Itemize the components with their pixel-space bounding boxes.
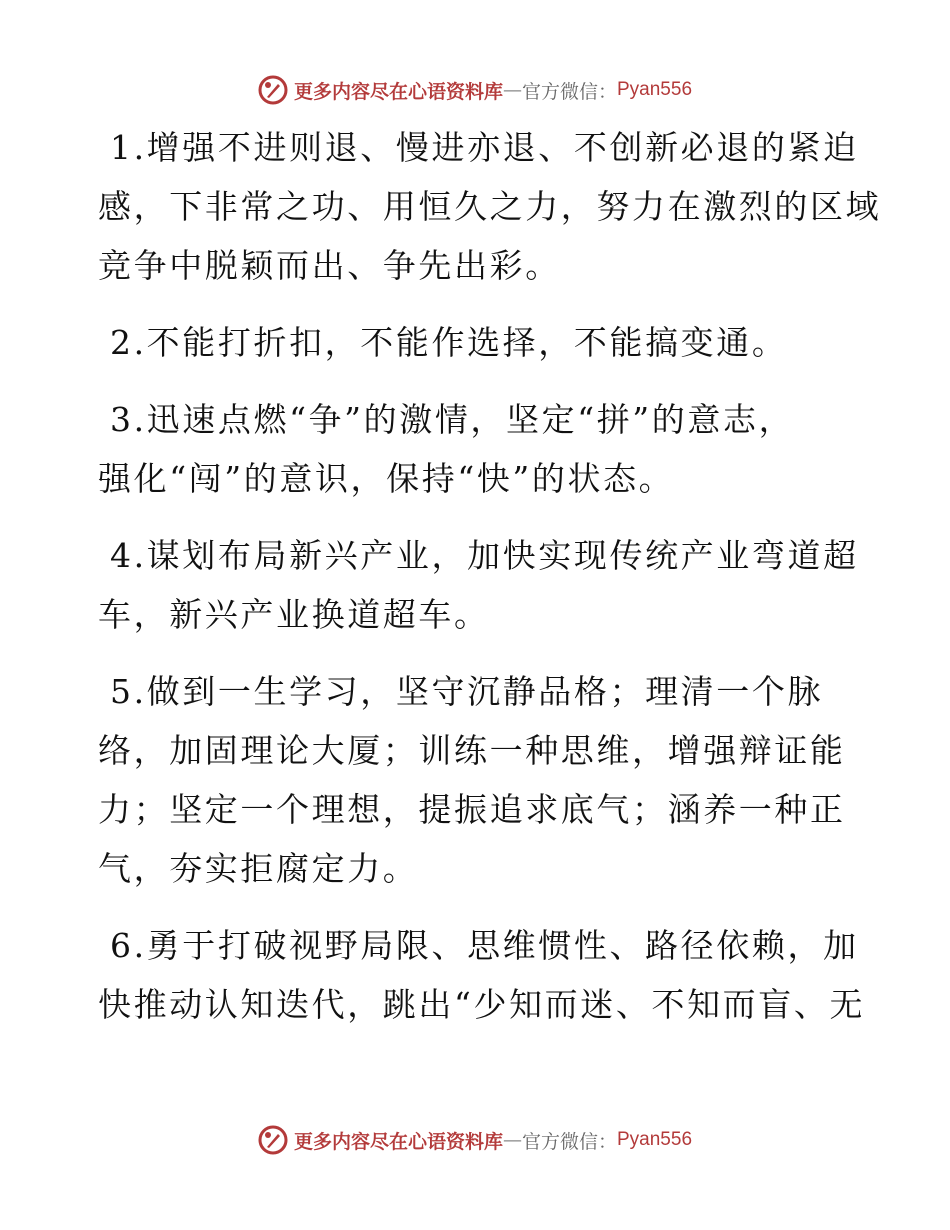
footer-banner [0,1120,950,1160]
paragraph-line: 感，下非常之功、用恒久之力，努力在激烈的区域 [98,187,882,226]
paragraph-line: 车，新兴产业换道超车。 [98,595,490,634]
header-sub-text: 官方微信： [521,80,617,103]
paragraph-line: 快推动认知迭代，跳出“少知而迷、不知而盲、无 [98,985,866,1024]
paragraph-line: 5.做到一生学习，坚守沉静品格；理清一个脉 [110,672,824,711]
paragraph-line: 3.迅速点燃“争”的激情，坚定“拼”的意志， [110,400,795,439]
paragraph-line: 6.勇于打破视野局限、思维惯性、路径依赖，加 [110,926,859,965]
paragraph-3 [98,390,850,508]
paragraph-line: 络，加固理论大厦；训练一种思维，增强辩证能 [98,731,846,770]
paragraph-6 [98,916,866,1034]
footer-sub-text: 官方微信： [521,1130,617,1153]
footer-account: Pyan556 [617,1129,693,1150]
paragraph-2 [98,313,850,372]
paragraph-line: 2.不能打折扣，不能作选择，不能搞变通。 [110,323,788,362]
paragraph-1 [98,118,882,295]
header-account: Pyan556 [617,79,693,100]
document-body [98,118,882,1052]
quill-logo-icon [258,75,288,105]
paragraph-line: 气，夯实拒腐定力。 [98,849,419,888]
footer-brand-text: 更多内容尽在心语资料库 [293,1130,503,1153]
paragraph-5 [98,662,850,898]
paragraph-line: 1.增强不进则退、慢进亦退、不创新必退的紧迫 [110,128,859,167]
header-dash: — [502,79,522,101]
paragraph-line: 竞争中脱颖而出、争先出彩。 [98,246,561,285]
paragraph-line: 强化“闯”的意识，保持“快”的状态。 [98,459,675,498]
paragraph-line: 4.谋划布局新兴产业，加快实现传统产业弯道超 [110,536,859,575]
paragraph-line: 力；坚定一个理想，提振追求底气；涵养一种正 [98,790,846,829]
footer-dash: — [502,1129,522,1151]
header-banner [0,70,950,110]
header-brand-text: 更多内容尽在心语资料库 [293,80,503,103]
quill-logo-icon [258,1125,288,1155]
paragraph-4 [98,526,859,644]
